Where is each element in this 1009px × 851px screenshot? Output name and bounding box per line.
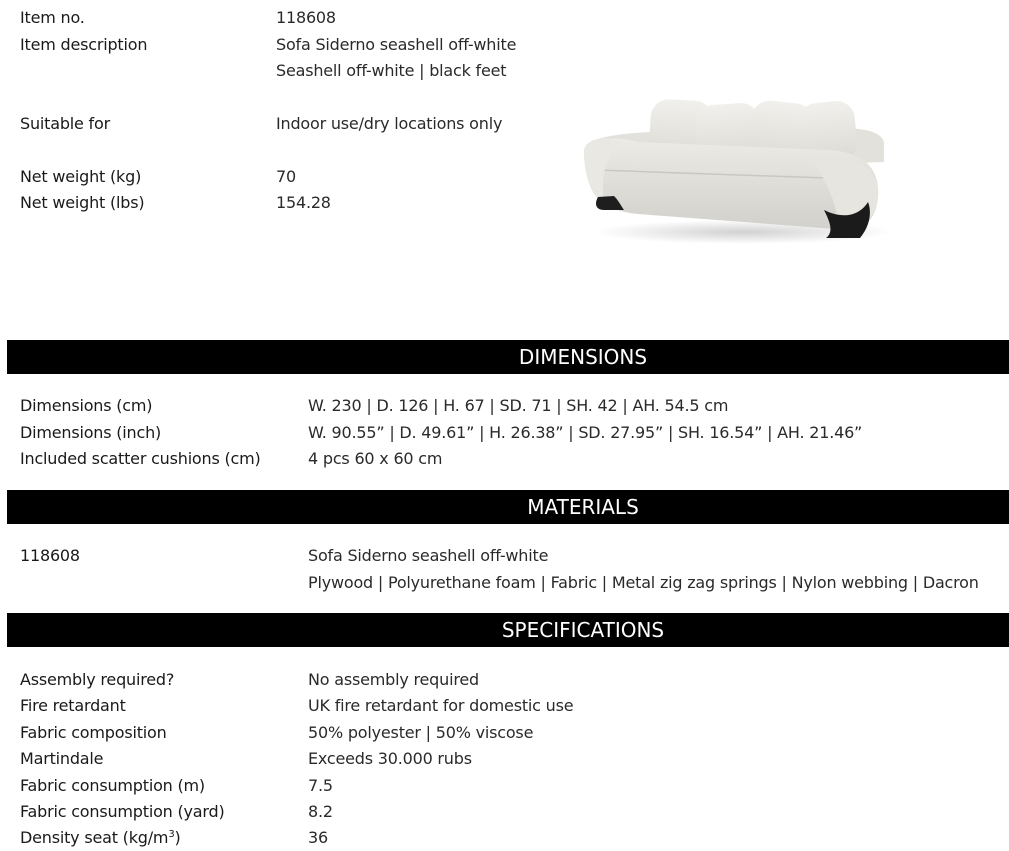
- density-seat-label-sup: 3: [168, 829, 175, 840]
- materials-header-title: MATERIALS: [527, 495, 639, 519]
- density-seat-label: [20, 828, 181, 848]
- scatter-cushions-value: 4 pcs 60 x 60 cm: [308, 449, 443, 468]
- specifications-header-title: SPECIFICATIONS: [501, 618, 665, 642]
- net-weight-lbs-value: 154.28: [276, 193, 331, 212]
- item-description-line2: Seashell off-white | black feet: [276, 61, 507, 80]
- dimensions-inch-label: Dimensions (inch): [20, 423, 162, 442]
- fabric-consumption-m-value: 7.5: [308, 776, 333, 795]
- fabric-consumption-yard-value: 8.2: [308, 802, 333, 821]
- item-no-label: Item no.: [20, 8, 85, 27]
- item-description-line1: Sofa Siderno seashell off-white: [276, 35, 517, 54]
- dimensions-header-title: DIMENSIONS: [518, 345, 648, 369]
- fabric-composition-value: 50% polyester | 50% viscose: [308, 723, 534, 742]
- net-weight-kg-value: 70: [276, 167, 296, 186]
- dimensions-cm-label: Dimensions (cm): [20, 396, 153, 415]
- materials-line2: Plywood | Polyurethane foam | Fabric | Metal zig zag springs | Nylon webbing | Dacron: [308, 573, 979, 592]
- suitable-for-label: Suitable for: [20, 114, 110, 133]
- density-seat-value: 36: [308, 828, 328, 847]
- dimensions-cm-value: W. 230 | D. 126 | H. 67 | SD. 71 | SH. 42 | AH. 54.5 cm: [308, 396, 729, 415]
- materials-header: [7, 490, 1009, 524]
- suitable-for-value: Indoor use/dry locations only: [276, 114, 503, 133]
- assembly-label: Assembly required?: [20, 670, 175, 689]
- fire-retardant-label: Fire retardant: [20, 696, 126, 715]
- dimensions-header: [7, 340, 1009, 374]
- fabric-composition-label: Fabric composition: [20, 723, 167, 742]
- scatter-cushions-label: Included scatter cushions (cm): [20, 449, 261, 468]
- density-seat-label-prefix: Density seat (kg/m: [20, 828, 169, 847]
- materials-item-label: 118608: [20, 546, 80, 565]
- materials-line1: Sofa Siderno seashell off-white: [308, 546, 549, 565]
- sofa-product-image: [578, 92, 893, 247]
- martindale-value: Exceeds 30.000 rubs: [308, 749, 472, 768]
- fire-retardant-value: UK fire retardant for domestic use: [308, 696, 574, 715]
- net-weight-kg-label: Net weight (kg): [20, 167, 142, 186]
- net-weight-lbs-label: Net weight (lbs): [20, 193, 145, 212]
- dimensions-inch-value: W. 90.55” | D. 49.61” | H. 26.38” | SD. 27.95” | SH. 16.54” | AH. 21.46”: [308, 423, 863, 442]
- fabric-consumption-m-label: Fabric consumption (m): [20, 776, 205, 795]
- martindale-label: Martindale: [20, 749, 104, 768]
- fabric-consumption-yard-label: Fabric consumption (yard): [20, 802, 225, 821]
- item-no-value: 118608: [276, 8, 336, 27]
- assembly-value: No assembly required: [308, 670, 479, 689]
- specifications-header: [7, 613, 1009, 647]
- density-seat-label-suffix: ): [174, 828, 181, 847]
- item-description-label: Item description: [20, 35, 148, 54]
